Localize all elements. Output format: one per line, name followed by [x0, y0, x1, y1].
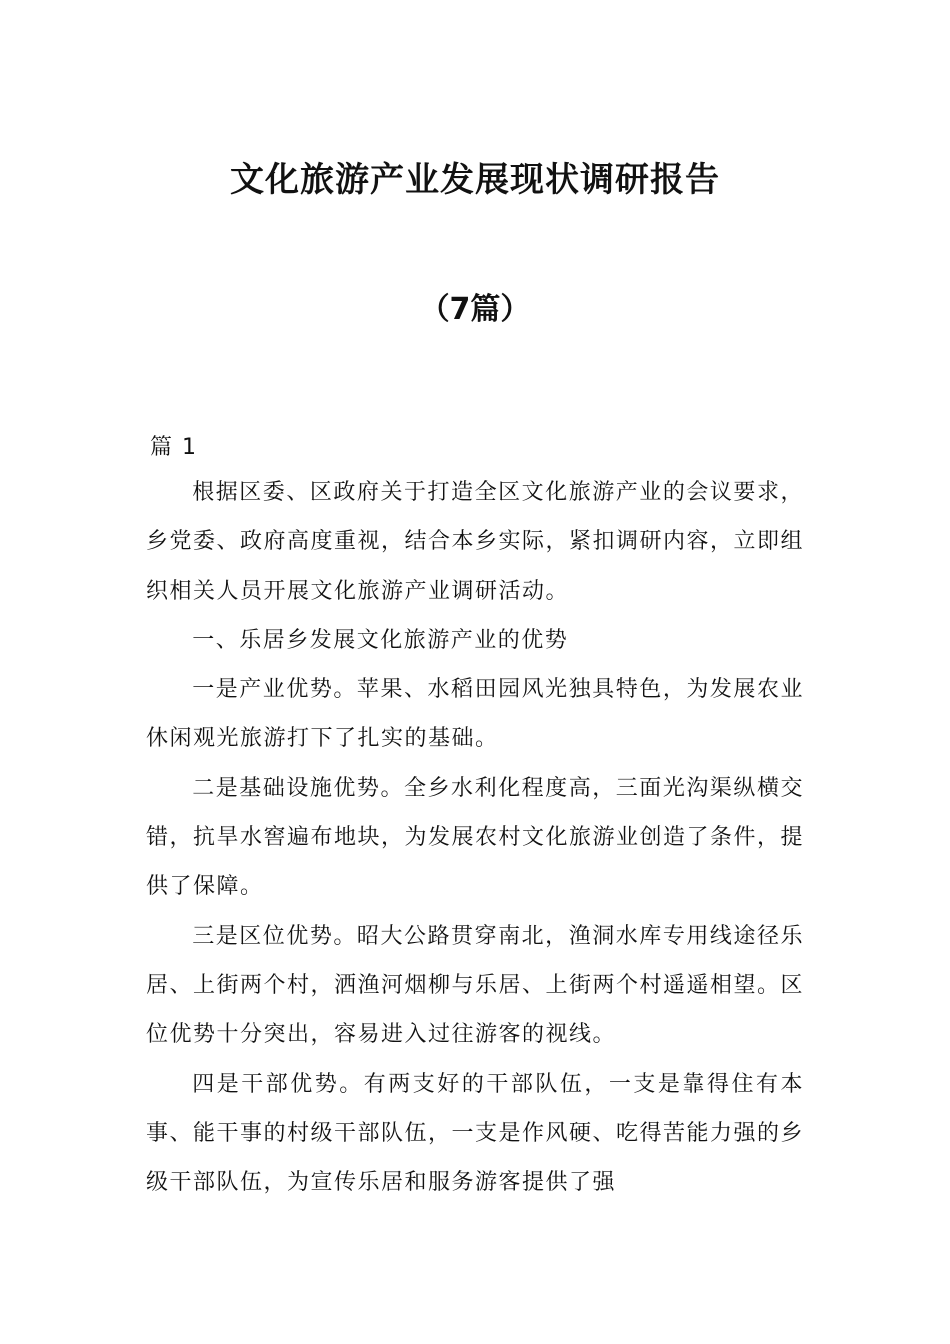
paragraph-industry-advantage: 一是产业优势。苹果、水稻田园风光独具特色，为发展农业休闲观光旅游打下了扎实的基础。 [146, 677, 804, 752]
paragraph-cadre-advantage: 四是干部优势。有两支好的干部队伍，一支是靠得住有本事、能干事的村级干部队伍，一支是作风硬、吃得苦能力强的乡级干部队伍，为宣传乐居和服务游客提供了强 [146, 1071, 805, 1196]
document-subtitle: （7篇） [419, 292, 531, 327]
document-title: 文化旅游产业发展现状调研报告 [230, 160, 720, 200]
paragraph-intro: 根据区委、区政府关于打造全区文化旅游产业的会议要求，乡党委、政府高度重视，结合本乡实际，紧扣调研内容，立即组织相关人员开展文化旅游产业调研活动。 [146, 480, 805, 604]
section-label: 篇 1 [150, 435, 198, 460]
document-body [146, 428, 804, 1207]
paragraph-location-advantage: 三是区位优势。昭大公路贯穿南北，渔洞水库专用线途径乐居、上街两个村，洒渔河烟柳与乐居、上街两个村遥遥相望。区位优势十分突出，容易进入过往游客的视线。 [146, 923, 805, 1048]
paragraph-infrastructure-advantage: 二是基础设施优势。全乡水利化程度高，三面光沟渠纵横交错，抗旱水窖遍布地块，为发展农村文化旅游业创造了条件，提供了保障。 [146, 775, 805, 900]
paragraph-heading-advantages: 一、乐居乡发展文化旅游产业的优势 [192, 627, 569, 653]
